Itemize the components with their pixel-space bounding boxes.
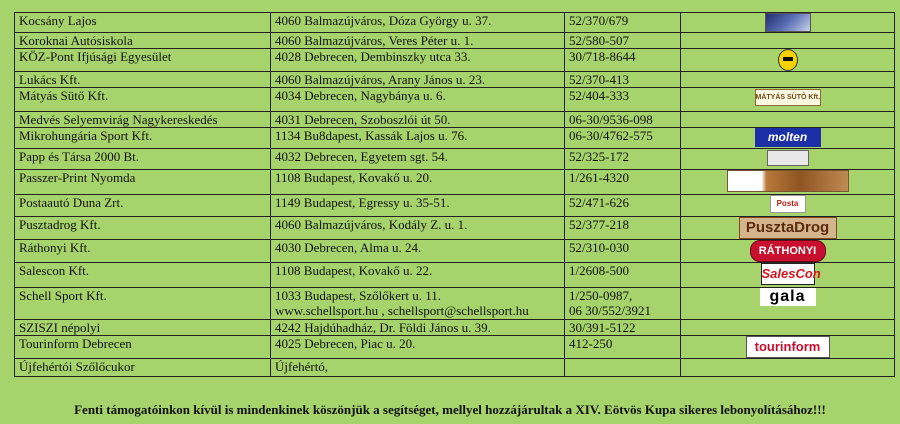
sponsor-phone: 412-250 [565, 336, 681, 359]
sponsor-address: 1134 Bu8dapest, Kassák Lajos u. 76. [271, 128, 565, 149]
sponsor-logo-cell [681, 112, 895, 128]
table-row [15, 149, 895, 170]
sponsor-logo-cell [681, 217, 895, 240]
molten-logo: molten [755, 128, 821, 147]
sponsor-rows [15, 13, 895, 377]
sponsor-name: Schell Sport Kft. [15, 288, 271, 320]
puszta-logo: PusztaDrog [739, 217, 837, 239]
sponsor-name: Mátyás Sütő Kft. [15, 88, 271, 112]
sponsor-address: 1033 Budapest, Szőlőkert u. 11. www.schellsport.hu , schellsport@schellsport.hu [271, 288, 565, 320]
sponsor-name: Ráthonyi Kft. [15, 240, 271, 263]
sponsor-logo-cell [681, 195, 895, 217]
table-row [15, 170, 895, 195]
sponsor-address: Újfehértó, [271, 359, 565, 377]
table-row [15, 128, 895, 149]
sponsor-address: 4060 Balmazújváros, Kodály Z. u. 1. [271, 217, 565, 240]
sponsor-name: Koroknai Autósiskola [15, 33, 271, 49]
sponsor-logo-cell [681, 336, 895, 359]
sponsor-address: 4060 Balmazújváros, Arany János u. 23. [271, 72, 565, 88]
sponsor-address: 4028 Debrecen, Dembinszky utca 33. [271, 49, 565, 72]
sponsor-address: 4060 Balmazújváros, Veres Péter u. 1. [271, 33, 565, 49]
salescon-logo: SalesCon [761, 263, 815, 285]
sponsor-name: Lukács Kft. [15, 72, 271, 88]
sponsor-name: Tourinform Debrecen [15, 336, 271, 359]
sponsor-logo-cell [681, 72, 895, 88]
sponsor-address: 4031 Debrecen, Szoboszlói út 50. [271, 112, 565, 128]
sponsor-logo-cell [681, 88, 895, 112]
sponsor-logo-cell [681, 320, 895, 336]
table-row [15, 359, 895, 377]
table-row [15, 72, 895, 88]
sponsor-name: Medvés Selyemvirág Nagykereskedés [15, 112, 271, 128]
sponsor-name: Salescon Kft. [15, 263, 271, 288]
sponsor-table [14, 12, 895, 377]
table-row [15, 49, 895, 72]
posta-logo: Posta [770, 195, 806, 213]
sponsor-logo-cell [681, 13, 895, 33]
sponsor-name: SZISZI népolyi [15, 320, 271, 336]
sponsor-phone: 52/310-030 [565, 240, 681, 263]
sponsor-name: Mikrohungária Sport Kft. [15, 128, 271, 149]
sponsor-name: Passzer-Print Nyomda [15, 170, 271, 195]
table-row [15, 217, 895, 240]
sponsor-name: Papp és Társa 2000 Bt. [15, 149, 271, 170]
table-row [15, 336, 895, 359]
sponsor-name: Újfehértói Szőlőcukor [15, 359, 271, 377]
table-row [15, 195, 895, 217]
passzer-logo [727, 170, 849, 192]
sponsor-name: Postaautó Duna Zrt. [15, 195, 271, 217]
sponsor-phone: 52/580-507 [565, 33, 681, 49]
sponsor-name: Pusztadrog Kft. [15, 217, 271, 240]
sponsor-logo-cell [681, 149, 895, 170]
sponsor-address: 4030 Debrecen, Alma u. 24. [271, 240, 565, 263]
table-row [15, 240, 895, 263]
sponsor-address: 4025 Debrecen, Piac u. 20. [271, 336, 565, 359]
sponsor-logo-cell [681, 263, 895, 288]
table-row [15, 88, 895, 112]
kocsany-logo [765, 13, 811, 32]
sponsor-phone: 30/391-5122 [565, 320, 681, 336]
sponsor-address: 1108 Budapest, Kovakő u. 20. [271, 170, 565, 195]
sponsor-phone: 1/2608-500 [565, 263, 681, 288]
sponsor-name: Kocsány Lajos [15, 13, 271, 33]
sponsor-address: 1149 Budapest, Egressy u. 35-51. [271, 195, 565, 217]
sponsor-phone: 1/261-4320 [565, 170, 681, 195]
table-row [15, 13, 895, 33]
koz-logo [778, 49, 798, 71]
sponsor-phone: 30/718-8644 [565, 49, 681, 72]
sponsor-phone: 06-30/4762-575 [565, 128, 681, 149]
sponsor-phone: 52/370/679 [565, 13, 681, 33]
sponsor-address: 1108 Budapest, Kovakő u. 22. [271, 263, 565, 288]
sponsor-logo-cell [681, 33, 895, 49]
table-row [15, 112, 895, 128]
sponsor-phone: 52/377-218 [565, 217, 681, 240]
sponsor-phone: 52/370-413 [565, 72, 681, 88]
sponsor-name: KÖZ-Pont Ifjúsági Egyesület [15, 49, 271, 72]
sponsor-phone: 52/325-172 [565, 149, 681, 170]
sponsor-phone: 1/250-0987, 06 30/552/3921 [565, 288, 681, 320]
sponsor-web-contact[interactable]: www.schellsport.hu , schellsport@schellsport.hu [275, 303, 529, 318]
sponsor-logo-cell [681, 49, 895, 72]
sponsor-address: 4034 Debrecen, Nagybánya u. 6. [271, 88, 565, 112]
gala-logo: gala [760, 288, 816, 306]
rathonyi-logo: RÁTHONYI [750, 240, 826, 262]
sponsor-phone: 52/471-626 [565, 195, 681, 217]
table-row [15, 263, 895, 288]
sponsor-logo-cell [681, 128, 895, 149]
papp-logo [767, 150, 809, 166]
table-row [15, 33, 895, 49]
table-row [15, 320, 895, 336]
sponsor-address: 4060 Balmazújváros, Dóza György u. 37. [271, 13, 565, 33]
sponsor-phone: 52/404-333 [565, 88, 681, 112]
sponsor-phone: 06-30/9536-098 [565, 112, 681, 128]
sponsor-logo-cell [681, 240, 895, 263]
sponsor-logo-cell [681, 170, 895, 195]
table-row [15, 288, 895, 320]
tour-logo: tourinform [746, 336, 830, 358]
sponsor-logo-cell [681, 288, 895, 320]
matyas-logo: MÁTYÁS SÜTŐ Kft. [755, 89, 821, 106]
sponsor-address: 4242 Hajdúhadház, Dr. Földi János u. 39. [271, 320, 565, 336]
sponsor-logo-cell [681, 359, 895, 377]
footer-note: Fenti támogatóinkon kívül is mindenkinek köszönjük a segítséget, mellyel hozzájárultak a XIV. Eötvös Kupa sikeres lebonyolításához!!! [74, 402, 826, 417]
sponsor-phone [565, 359, 681, 377]
sponsor-address: 4032 Debrecen, Egyetem sgt. 54. [271, 149, 565, 170]
